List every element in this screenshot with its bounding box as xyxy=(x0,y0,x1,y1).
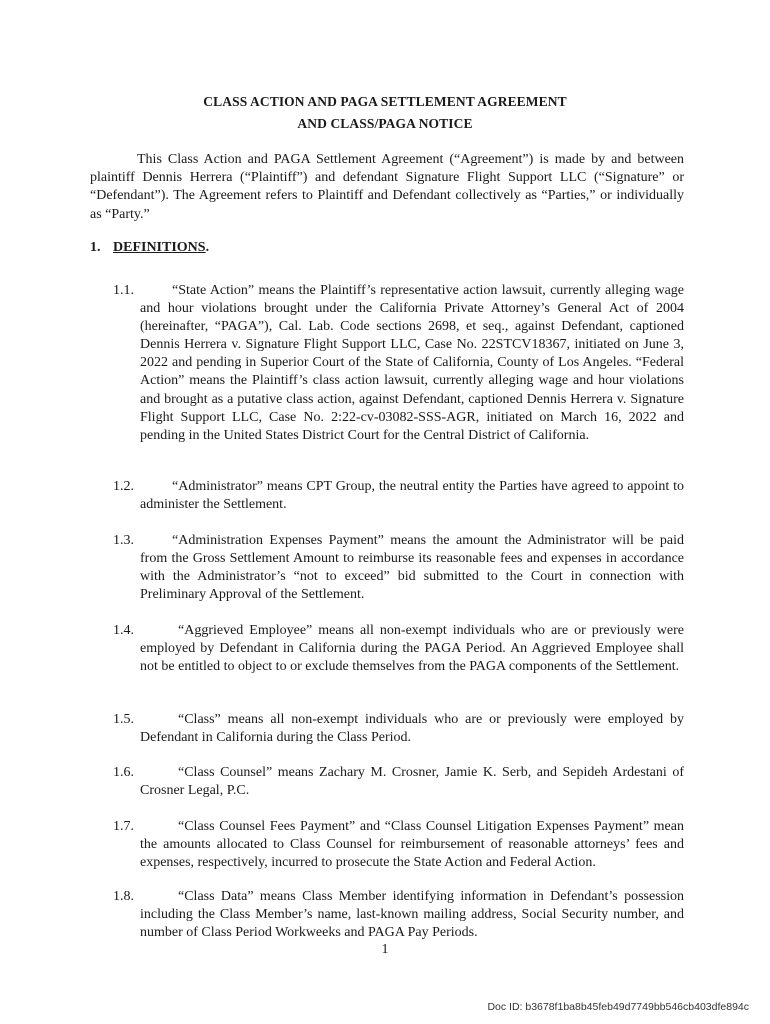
item-text: “Class” means all non-exempt individuals who are or previously were employed by Defendant in California during the Class Period. xyxy=(140,712,684,746)
item-number: 1.2. xyxy=(113,479,134,494)
item-text: “Administrator” means CPT Group, the neutral entity the Parties have agreed to appoint to administer the Settlement. xyxy=(140,479,684,513)
section-number: 1. xyxy=(90,240,101,255)
document-id: Doc ID: b3678f1ba8b45feb49d7749bb546cb403dfe894c xyxy=(487,1001,749,1013)
item-text: “Class Data” means Class Member identifying information in Defendant’s possession including the Class Member’s name, last-known mailing address, Social Security number, and number of Class Period Workweeks and PAGA Pay Periods. xyxy=(140,889,684,941)
section-heading xyxy=(90,240,209,256)
item-number: 1.8. xyxy=(113,889,134,904)
item-number: 1.3. xyxy=(113,533,134,548)
definition-item-1-5 xyxy=(113,711,684,747)
item-text: “State Action” means the Plaintiff’s representative action lawsuit, currently alleging wage and hour violations brought under the California Private Attorney’s General Act of 2004 (hereinafter, “PAGA”), Cal. Lab. Code sections 2698, et seq., against Defendant, captioned Dennis Herrera v. Signature Flight Support LLC, Case No. 22STCV18367, initiated on June 3, 2022 and pending in Superior Court of the State of California, County of Los Angeles. “Federal Action” means the Plaintiff’s class action lawsuit, currently alleging wage and hour violations and brought as a putative class action, against Defendant, captioned Dennis Herrera v. Signature Flight Support LLC, Case No. 2:22-cv-03082-SSS-AGR, initiated on March 16, 2022 and pending in the United States District Court for the Central District of California. xyxy=(140,283,684,443)
definition-item-1-7 xyxy=(113,818,684,872)
definition-item-1-4 xyxy=(113,622,684,676)
item-text: “Administration Expenses Payment” means the amount the Administrator will be paid from the Gross Settlement Amount to reimburse its reasonable fees and expenses in accordance with the Administrator’s “not to exceed” bid submitted to the Court in connection with Preliminary Approval of the Settlement. xyxy=(140,533,684,603)
document-title-line-2: AND CLASS/PAGA NOTICE xyxy=(297,116,473,131)
definition-item-1-2 xyxy=(113,478,684,514)
item-number: 1.5. xyxy=(113,712,134,727)
section-title: DEFINITIONS xyxy=(113,240,206,255)
item-number: 1.7. xyxy=(113,819,134,834)
definition-item-1-3 xyxy=(113,532,684,604)
item-number: 1.1. xyxy=(113,283,134,298)
definition-item-1-1 xyxy=(113,282,684,445)
definition-item-1-6 xyxy=(113,764,684,800)
document-title-line-1: CLASS ACTION AND PAGA SETTLEMENT AGREEMENT xyxy=(203,94,567,109)
item-number: 1.4. xyxy=(113,623,134,638)
item-text: “Class Counsel Fees Payment” and “Class Counsel Litigation Expenses Payment” mean the amounts allocated to Class Counsel for reimbursement of reasonable attorneys’ fees and expenses, respectively, incurred to prosecute the State Action and Federal Action. xyxy=(140,819,684,871)
item-text: “Aggrieved Employee” means all non-exempt individuals who are or previously were employed by Defendant in California during the PAGA Period. An Aggrieved Employee shall not be entitled to object to or exclude themselves from the PAGA components of the Settlement. xyxy=(140,623,684,675)
intro-paragraph: This Class Action and PAGA Settlement Agreement (“Agreement”) is made by and between plaintiff Dennis Herrera (“Plaintiff”) and defendant Signature Flight Support LLC (“Signature” or “Defendant”). The Agreement refers to Plaintiff and Defendant collectively as “Parties,” or individually as “Party.” xyxy=(90,152,684,222)
section-title-suffix: . xyxy=(205,240,210,255)
item-text: “Class Counsel” means Zachary M. Crosner, Jamie K. Serb, and Sepideh Ardestani of Crosner Legal, P.C. xyxy=(140,765,684,799)
page-number: 1 xyxy=(381,942,389,957)
definition-item-1-8 xyxy=(113,888,684,942)
item-number: 1.6. xyxy=(113,765,134,780)
